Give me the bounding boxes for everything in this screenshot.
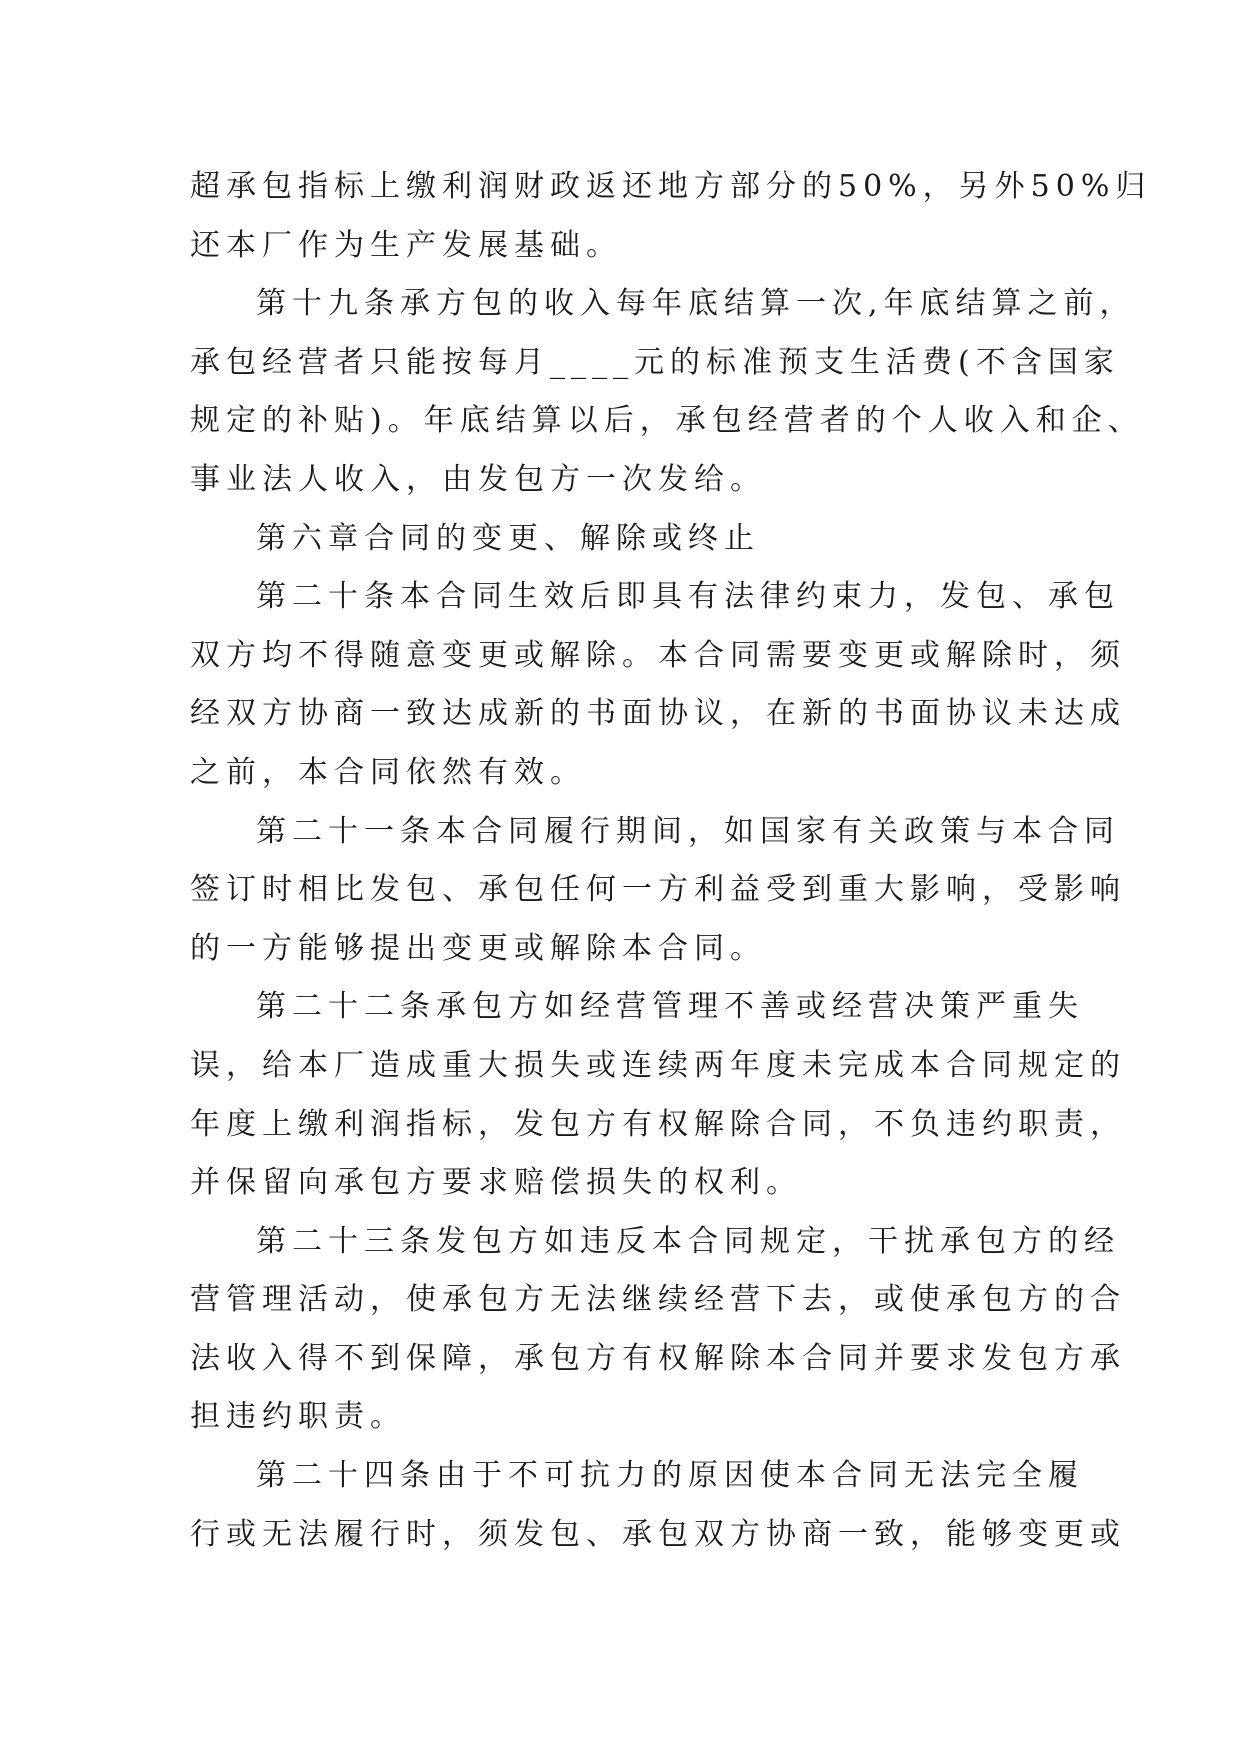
text-line-23: 第二十四条由于不可抗力的原因使本合同无法完全履: [256, 1458, 1084, 1494]
text-line-20: 营管理活动，使承包方无法继续经营下去，或使承包方的合: [190, 1282, 1126, 1318]
text-line-2: 还本厂作为生产发展基础。: [190, 227, 622, 263]
text-line-7: 第六章合同的变更、解除或终止: [256, 520, 760, 556]
text-line-22: 担违约职责。: [190, 1399, 406, 1435]
text-line-12: 第二十一条本合同履行期间，如国家有关政策与本合同: [256, 813, 1120, 849]
text-line-17: 年度上缴利润指标，发包方有权解除合同，不负违约职责，: [190, 1106, 1126, 1142]
document-body: [190, 158, 1152, 1564]
text-line-5: 规定的补贴)。年底结算以后，承包经营者的个人收入和企、: [190, 403, 1144, 439]
text-line-10: 经双方协商一致达成新的书面协议，在新的书面协议未达成: [190, 696, 1126, 732]
text-line-1: 超承包指标上缴利润财政返还地方部分的50%，另外50%归: [190, 169, 1152, 204]
text-line-19: 第二十三条发包方如违反本合同规定，干扰承包方的经: [256, 1223, 1120, 1259]
text-line-4: 承包经营者只能按每月____元的标准预支生活费(不含国家: [190, 344, 1120, 380]
text-line-24: 行或无法履行时，须发包、承包双方协商一致，能够变更或: [190, 1516, 1126, 1552]
text-line-9: 双方均不得随意变更或解除。本合同需要变更或解除时，须: [190, 637, 1126, 673]
text-line-15: 第二十二条承包方如经营管理不善或经营决策严重失: [256, 989, 1084, 1025]
text-line-8: 第二十条本合同生效后即具有法律约束力，发包、承包: [256, 579, 1120, 615]
text-line-16: 误，给本厂造成重大损失或连续两年度未完成本合同规定的: [190, 1047, 1126, 1083]
text-line-14: 的一方能够提出变更或解除本合同。: [190, 930, 766, 966]
text-line-13: 签订时相比发包、承包任何一方利益受到重大影响，受影响: [190, 872, 1126, 908]
text-line-11: 之前，本合同依然有效。: [190, 754, 586, 790]
text-line-18: 并保留向承包方要求赔偿损失的权利。: [190, 1165, 802, 1201]
text-line-21: 法收入得不到保障，承包方有权解除本合同并要求发包方承: [190, 1340, 1126, 1376]
text-line-6: 事业法人收入，由发包方一次发给。: [190, 461, 766, 497]
text-line-3: 第十九条承方包的收入每年底结算一次,年底结算之前，: [256, 286, 1136, 322]
